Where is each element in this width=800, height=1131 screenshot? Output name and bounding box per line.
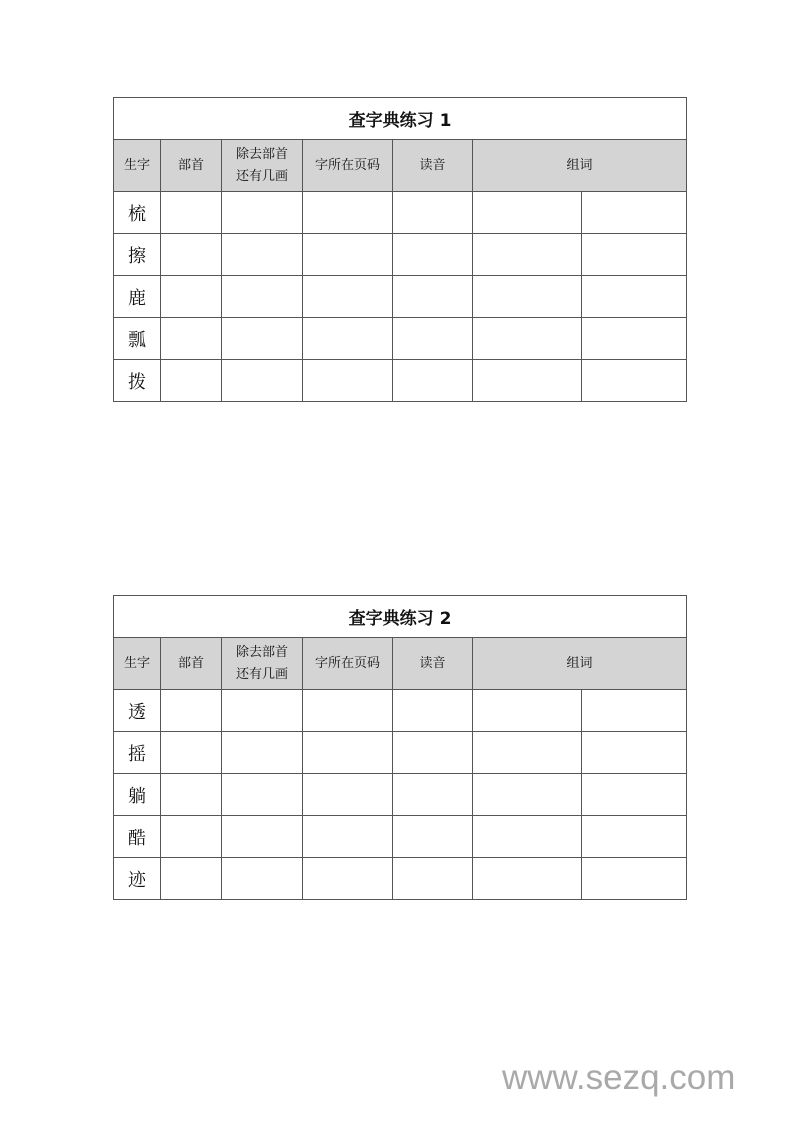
dictionary-worksheet-1 (113, 97, 687, 402)
worksheet-title: 查字典练习 2 (114, 596, 687, 638)
character-cell: 迹 (114, 858, 161, 900)
pronunciation-cell[interactable] (393, 732, 473, 774)
page-cell[interactable] (303, 732, 393, 774)
word-cell-2[interactable] (582, 816, 687, 858)
watermark: www.sezq.com (502, 1058, 736, 1097)
word-cell-2[interactable] (582, 192, 687, 234)
page-cell[interactable] (303, 360, 393, 402)
radical-cell[interactable] (161, 360, 222, 402)
header-radical: 部首 (161, 638, 222, 690)
word-cell-1[interactable] (473, 234, 582, 276)
word-cell-1[interactable] (473, 774, 582, 816)
header-strokes: 除去部首 还有几画 (222, 140, 303, 192)
strokes-cell[interactable] (222, 234, 303, 276)
character-cell: 擦 (114, 234, 161, 276)
dictionary-worksheet-2 (113, 595, 687, 900)
radical-cell[interactable] (161, 276, 222, 318)
radical-cell[interactable] (161, 690, 222, 732)
radical-cell[interactable] (161, 858, 222, 900)
header-words: 组词 (473, 638, 687, 690)
word-cell-2[interactable] (582, 858, 687, 900)
pronunciation-cell[interactable] (393, 774, 473, 816)
strokes-cell[interactable] (222, 318, 303, 360)
table-row (114, 192, 687, 234)
strokes-cell[interactable] (222, 276, 303, 318)
character-cell: 透 (114, 690, 161, 732)
character-cell: 酷 (114, 816, 161, 858)
word-cell-1[interactable] (473, 690, 582, 732)
table-row (114, 690, 687, 732)
strokes-cell[interactable] (222, 774, 303, 816)
worksheet-title: 查字典练习 1 (114, 98, 687, 140)
page-cell[interactable] (303, 192, 393, 234)
pronunciation-cell[interactable] (393, 690, 473, 732)
header-radical: 部首 (161, 140, 222, 192)
pronunciation-cell[interactable] (393, 276, 473, 318)
pronunciation-cell[interactable] (393, 234, 473, 276)
pronunciation-cell[interactable] (393, 816, 473, 858)
strokes-cell[interactable] (222, 360, 303, 402)
radical-cell[interactable] (161, 318, 222, 360)
word-cell-1[interactable] (473, 192, 582, 234)
page-cell[interactable] (303, 318, 393, 360)
header-strokes: 除去部首 还有几画 (222, 638, 303, 690)
table-row (114, 858, 687, 900)
radical-cell[interactable] (161, 234, 222, 276)
header-row (114, 638, 687, 690)
word-cell-1[interactable] (473, 816, 582, 858)
table-row (114, 234, 687, 276)
page-cell[interactable] (303, 690, 393, 732)
table-row (114, 732, 687, 774)
character-cell: 鹿 (114, 276, 161, 318)
page-cell[interactable] (303, 816, 393, 858)
table-row (114, 816, 687, 858)
word-cell-1[interactable] (473, 360, 582, 402)
pronunciation-cell[interactable] (393, 192, 473, 234)
strokes-cell[interactable] (222, 816, 303, 858)
word-cell-2[interactable] (582, 234, 687, 276)
header-character: 生字 (114, 638, 161, 690)
header-words: 组词 (473, 140, 687, 192)
character-cell: 瓢 (114, 318, 161, 360)
pronunciation-cell[interactable] (393, 360, 473, 402)
word-cell-1[interactable] (473, 732, 582, 774)
word-cell-1[interactable] (473, 276, 582, 318)
radical-cell[interactable] (161, 192, 222, 234)
word-cell-2[interactable] (582, 774, 687, 816)
strokes-cell[interactable] (222, 858, 303, 900)
strokes-cell[interactable] (222, 732, 303, 774)
header-row (114, 140, 687, 192)
table-row (114, 318, 687, 360)
table-row (114, 360, 687, 402)
word-cell-2[interactable] (582, 360, 687, 402)
character-cell: 摇 (114, 732, 161, 774)
header-pronunciation: 读音 (393, 140, 473, 192)
radical-cell[interactable] (161, 816, 222, 858)
page-cell[interactable] (303, 276, 393, 318)
strokes-cell[interactable] (222, 690, 303, 732)
page-cell[interactable] (303, 774, 393, 816)
radical-cell[interactable] (161, 774, 222, 816)
strokes-cell[interactable] (222, 192, 303, 234)
word-cell-2[interactable] (582, 276, 687, 318)
word-cell-1[interactable] (473, 318, 582, 360)
page-cell[interactable] (303, 234, 393, 276)
table-row (114, 276, 687, 318)
pronunciation-cell[interactable] (393, 318, 473, 360)
character-cell: 躺 (114, 774, 161, 816)
word-cell-2[interactable] (582, 690, 687, 732)
header-page: 字所在页码 (303, 638, 393, 690)
word-cell-2[interactable] (582, 732, 687, 774)
table-row (114, 774, 687, 816)
header-page: 字所在页码 (303, 140, 393, 192)
header-pronunciation: 读音 (393, 638, 473, 690)
radical-cell[interactable] (161, 732, 222, 774)
header-character: 生字 (114, 140, 161, 192)
character-cell: 梳 (114, 192, 161, 234)
word-cell-1[interactable] (473, 858, 582, 900)
character-cell: 拨 (114, 360, 161, 402)
page-cell[interactable] (303, 858, 393, 900)
pronunciation-cell[interactable] (393, 858, 473, 900)
word-cell-2[interactable] (582, 318, 687, 360)
